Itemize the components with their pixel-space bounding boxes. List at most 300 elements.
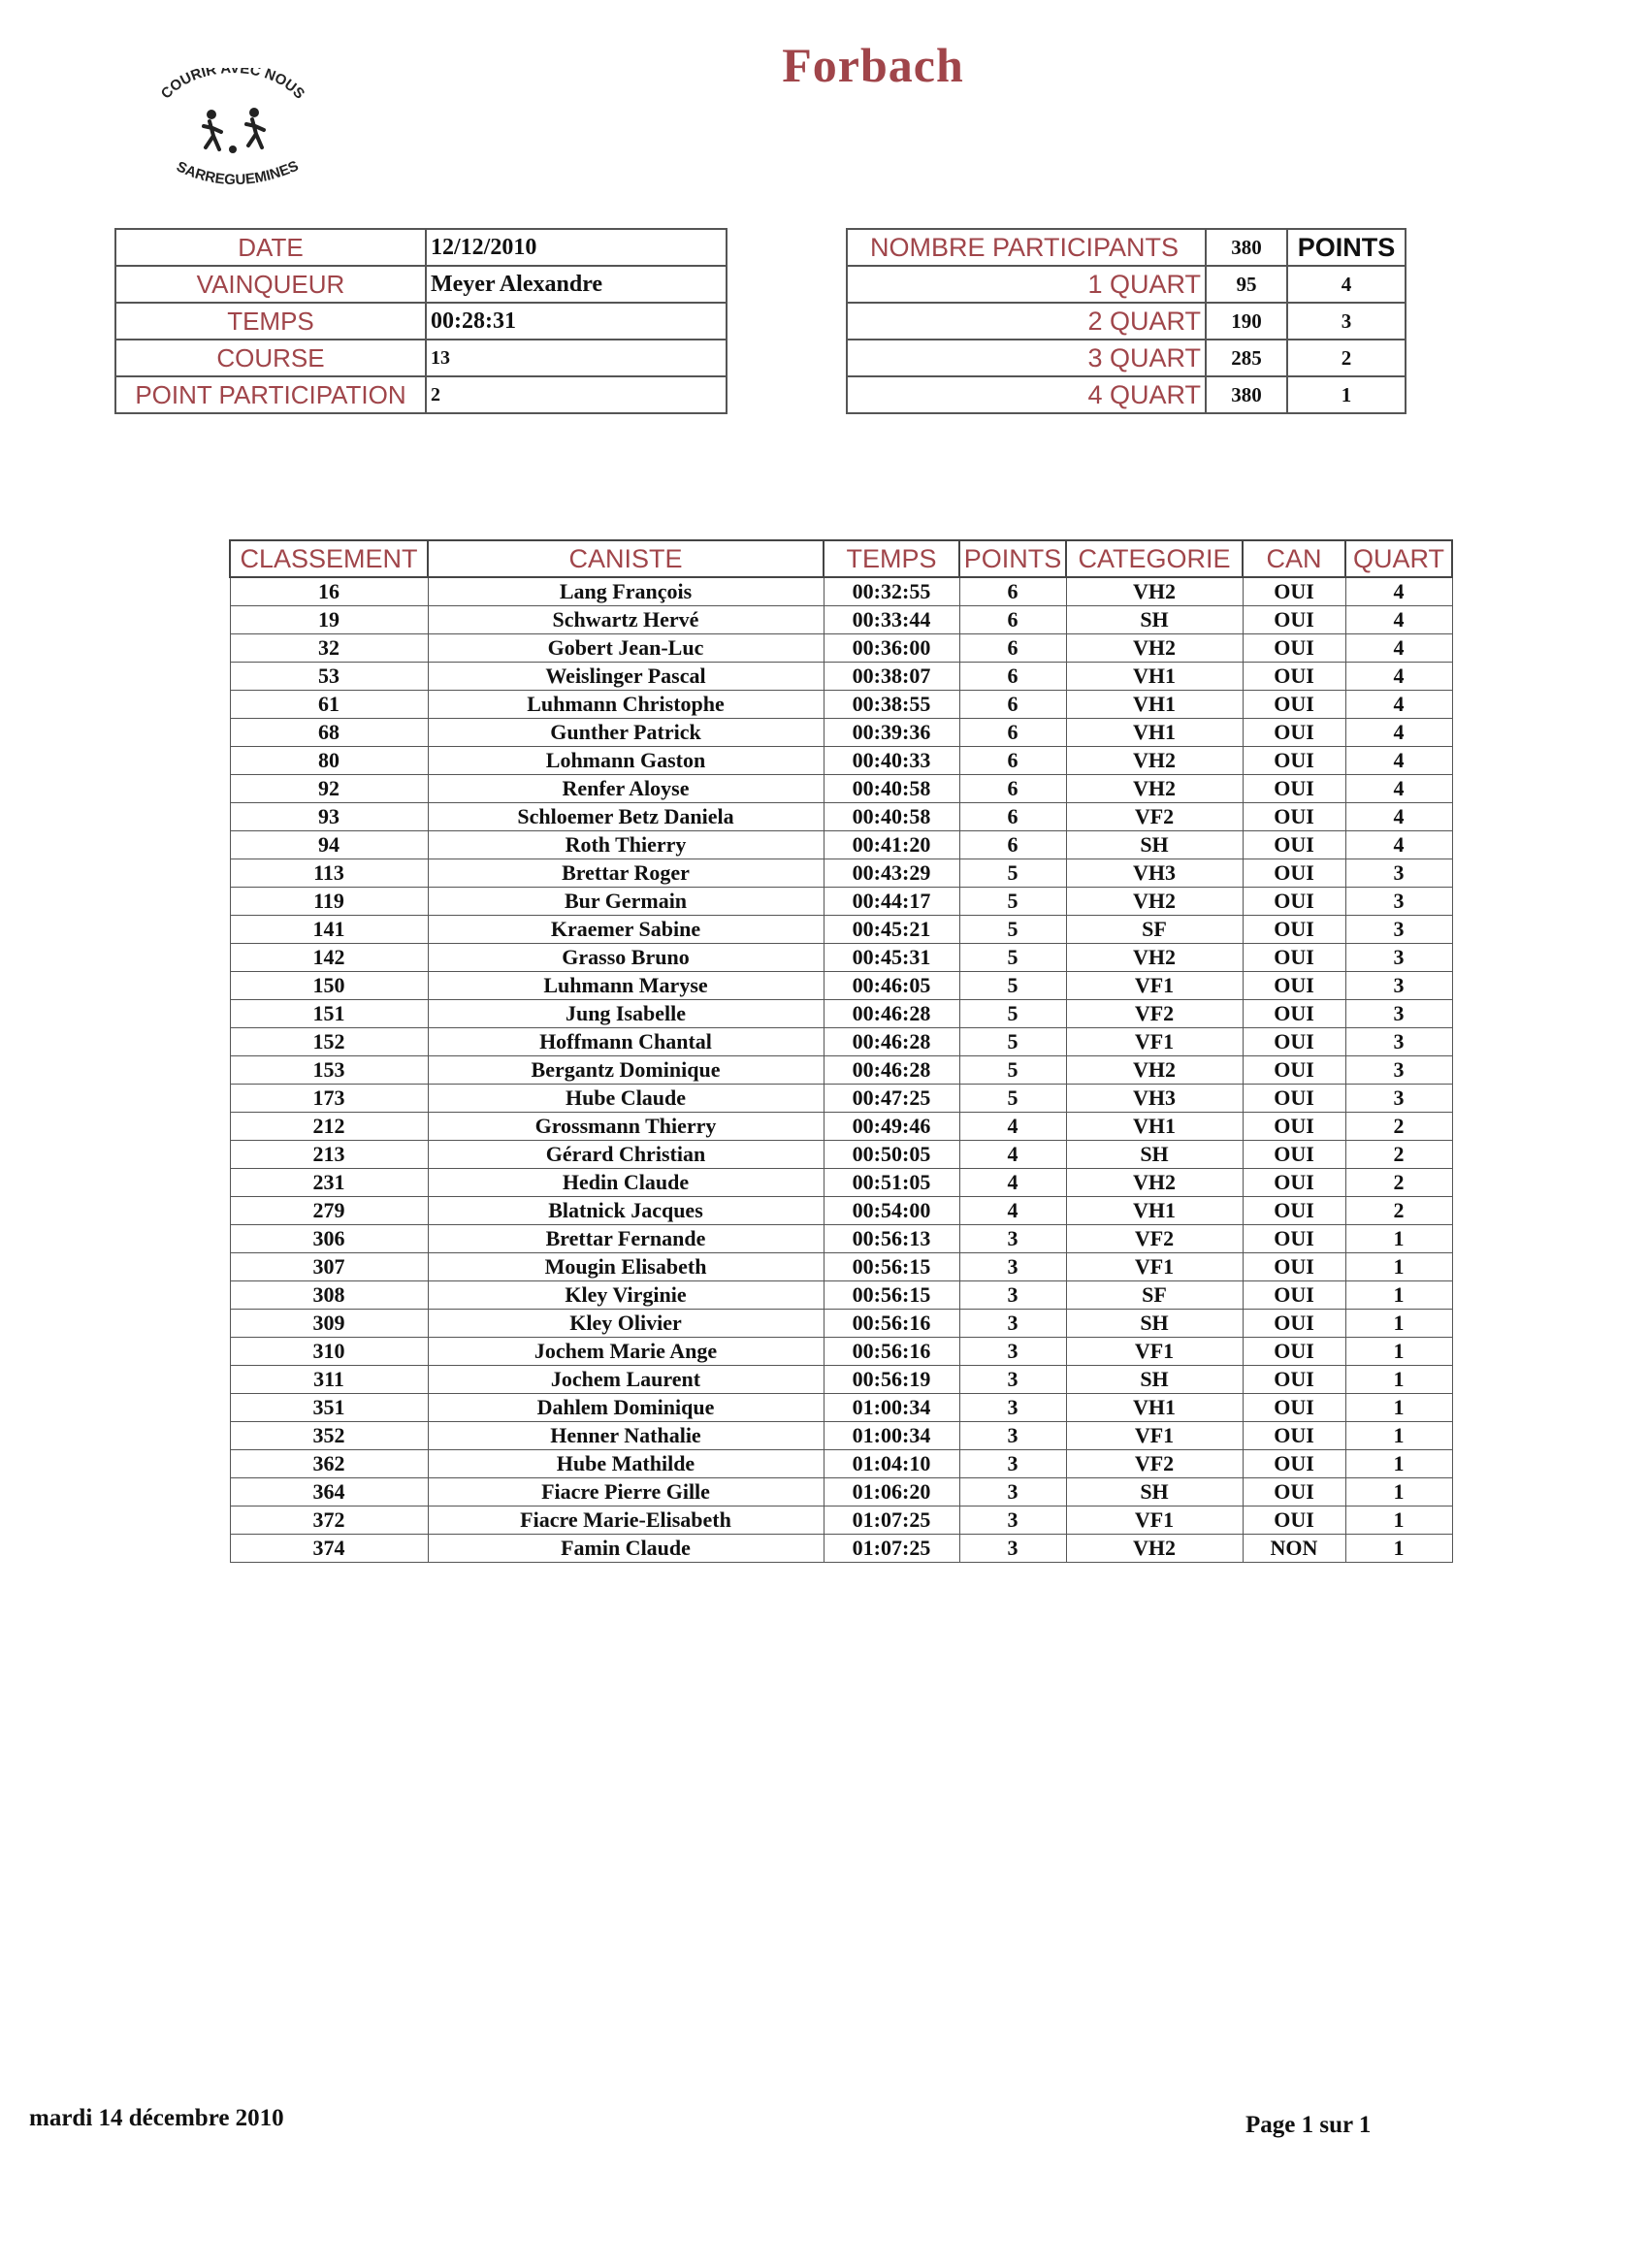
rank-cell: 53 (230, 663, 428, 691)
points-cell: 3 (959, 1366, 1066, 1394)
winner-value: Meyer Alexandre (426, 266, 727, 303)
category-cell: VF2 (1066, 1450, 1243, 1478)
quarter-value: 95 (1206, 266, 1287, 303)
can-cell: OUI (1243, 831, 1345, 859)
quart-cell: 4 (1345, 663, 1452, 691)
quart-cell: 1 (1345, 1535, 1452, 1563)
points-cell: 4 (959, 1197, 1066, 1225)
quarters-table (846, 228, 1406, 414)
time-row (115, 303, 727, 340)
points-cell: 3 (959, 1281, 1066, 1310)
name-cell: Roth Thierry (428, 831, 824, 859)
name-cell: Famin Claude (428, 1535, 824, 1563)
name-cell: Fiacre Pierre Gille (428, 1478, 824, 1507)
table-row (230, 634, 1452, 663)
can-cell: OUI (1243, 606, 1345, 634)
can-cell: OUI (1243, 1085, 1345, 1113)
quart-cell: 3 (1345, 1000, 1452, 1028)
name-cell: Henner Nathalie (428, 1422, 824, 1450)
rank-cell: 308 (230, 1281, 428, 1310)
quart-cell: 3 (1345, 916, 1452, 944)
column-header: QUART (1345, 540, 1452, 577)
quarter-label: 3 QUART (847, 340, 1206, 376)
can-cell: OUI (1243, 1507, 1345, 1535)
category-cell: VH3 (1066, 1085, 1243, 1113)
points-cell: 4 (959, 1113, 1066, 1141)
rank-cell: 362 (230, 1450, 428, 1478)
table-row (230, 1450, 1452, 1478)
rank-cell: 142 (230, 944, 428, 972)
points-cell: 6 (959, 719, 1066, 747)
can-cell: OUI (1243, 1141, 1345, 1169)
quart-cell: 4 (1345, 606, 1452, 634)
points-cell: 5 (959, 859, 1066, 888)
points-cell: 5 (959, 1085, 1066, 1113)
can-cell: OUI (1243, 1169, 1345, 1197)
points-cell: 6 (959, 577, 1066, 606)
rank-cell: 61 (230, 691, 428, 719)
can-cell: OUI (1243, 1113, 1345, 1141)
time-cell: 00:40:58 (824, 803, 959, 831)
rank-cell: 309 (230, 1310, 428, 1338)
points-cell: 6 (959, 831, 1066, 859)
quarter-value: 190 (1206, 303, 1287, 340)
name-cell: Kley Olivier (428, 1310, 824, 1338)
name-cell: Schloemer Betz Daniela (428, 803, 824, 831)
table-row (230, 1056, 1452, 1085)
rank-cell: 151 (230, 1000, 428, 1028)
category-cell: SF (1066, 1281, 1243, 1310)
rank-cell: 352 (230, 1422, 428, 1450)
category-cell: SH (1066, 606, 1243, 634)
can-cell: OUI (1243, 1028, 1345, 1056)
quarter-points: 2 (1287, 340, 1406, 376)
quart-cell: 4 (1345, 747, 1452, 775)
name-cell: Hoffmann Chantal (428, 1028, 824, 1056)
name-cell: Kley Virginie (428, 1281, 824, 1310)
table-row (230, 1113, 1452, 1141)
category-cell: VH2 (1066, 888, 1243, 916)
category-cell: VF1 (1066, 1028, 1243, 1056)
club-logo (146, 68, 320, 194)
quart-cell: 2 (1345, 1141, 1452, 1169)
category-cell: VH1 (1066, 663, 1243, 691)
svg-text:COURIR AVEC NOUS: COURIR AVEC NOUS (157, 68, 308, 103)
can-cell: OUI (1243, 1394, 1345, 1422)
column-header: CANISTE (428, 540, 824, 577)
name-cell: Schwartz Hervé (428, 606, 824, 634)
quart-cell: 4 (1345, 831, 1452, 859)
can-cell: OUI (1243, 775, 1345, 803)
category-cell: VH1 (1066, 1113, 1243, 1141)
points-cell: 3 (959, 1310, 1066, 1338)
quart-cell: 4 (1345, 719, 1452, 747)
rank-cell: 310 (230, 1338, 428, 1366)
points-cell: 5 (959, 1000, 1066, 1028)
rank-cell: 152 (230, 1028, 428, 1056)
name-cell: Gunther Patrick (428, 719, 824, 747)
time-cell: 00:51:05 (824, 1169, 959, 1197)
name-cell: Renfer Aloyse (428, 775, 824, 803)
category-cell: SH (1066, 1141, 1243, 1169)
table-row (230, 831, 1452, 859)
table-row (230, 972, 1452, 1000)
points-cell: 3 (959, 1225, 1066, 1253)
table-row (230, 663, 1452, 691)
column-header: POINTS (959, 540, 1066, 577)
quart-cell: 1 (1345, 1253, 1452, 1281)
rank-cell: 80 (230, 747, 428, 775)
category-cell: VH1 (1066, 1394, 1243, 1422)
can-cell: OUI (1243, 691, 1345, 719)
name-cell: Jochem Laurent (428, 1366, 824, 1394)
can-cell: OUI (1243, 1338, 1345, 1366)
quarter-row (847, 340, 1406, 376)
category-cell: VF2 (1066, 1225, 1243, 1253)
category-cell: VF1 (1066, 1253, 1243, 1281)
table-row (230, 747, 1452, 775)
table-row (230, 1028, 1452, 1056)
table-row (230, 606, 1452, 634)
can-cell: OUI (1243, 577, 1345, 606)
name-cell: Kraemer Sabine (428, 916, 824, 944)
quart-cell: 1 (1345, 1225, 1452, 1253)
quart-cell: 2 (1345, 1113, 1452, 1141)
time-value: 00:28:31 (426, 303, 727, 340)
table-row (230, 1535, 1452, 1563)
name-cell: Bergantz Dominique (428, 1056, 824, 1085)
name-cell: Lohmann Gaston (428, 747, 824, 775)
date-value: 12/12/2010 (426, 229, 727, 266)
time-cell: 01:04:10 (824, 1450, 959, 1478)
name-cell: Grossmann Thierry (428, 1113, 824, 1141)
can-cell: OUI (1243, 1450, 1345, 1478)
quart-cell: 1 (1345, 1507, 1452, 1535)
table-row (230, 577, 1452, 606)
points-cell: 5 (959, 888, 1066, 916)
can-cell: OUI (1243, 1366, 1345, 1394)
time-cell: 00:39:36 (824, 719, 959, 747)
column-header: TEMPS (824, 540, 959, 577)
points-cell: 6 (959, 775, 1066, 803)
can-cell: OUI (1243, 859, 1345, 888)
time-cell: 00:45:31 (824, 944, 959, 972)
time-cell: 00:49:46 (824, 1113, 959, 1141)
quart-cell: 3 (1345, 1028, 1452, 1056)
time-cell: 00:33:44 (824, 606, 959, 634)
can-cell: OUI (1243, 803, 1345, 831)
quarter-label: 4 QUART (847, 376, 1206, 413)
name-cell: Hedin Claude (428, 1169, 824, 1197)
rank-cell: 374 (230, 1535, 428, 1563)
points-cell: 4 (959, 1169, 1066, 1197)
points-cell: 3 (959, 1338, 1066, 1366)
rank-cell: 372 (230, 1507, 428, 1535)
rank-cell: 119 (230, 888, 428, 916)
points-cell: 3 (959, 1478, 1066, 1507)
points-cell: 6 (959, 663, 1066, 691)
rank-cell: 364 (230, 1478, 428, 1507)
time-cell: 00:32:55 (824, 577, 959, 606)
rank-cell: 351 (230, 1394, 428, 1422)
category-cell: SH (1066, 1366, 1243, 1394)
category-cell: VF1 (1066, 1507, 1243, 1535)
quart-cell: 1 (1345, 1394, 1452, 1422)
category-cell: VF2 (1066, 803, 1243, 831)
time-cell: 00:54:00 (824, 1197, 959, 1225)
table-row (230, 1000, 1452, 1028)
name-cell: Gobert Jean-Luc (428, 634, 824, 663)
points-cell: 5 (959, 1028, 1066, 1056)
results-header-row (230, 540, 1452, 577)
name-cell: Brettar Fernande (428, 1225, 824, 1253)
race-info-table (114, 228, 728, 414)
rank-cell: 311 (230, 1366, 428, 1394)
table-row (230, 944, 1452, 972)
time-cell: 00:46:28 (824, 1056, 959, 1085)
can-cell: OUI (1243, 747, 1345, 775)
rank-cell: 19 (230, 606, 428, 634)
category-cell: VH1 (1066, 691, 1243, 719)
quarter-label: 1 QUART (847, 266, 1206, 303)
name-cell: Blatnick Jacques (428, 1197, 824, 1225)
category-cell: VH2 (1066, 577, 1243, 606)
points-cell: 6 (959, 606, 1066, 634)
rank-cell: 93 (230, 803, 428, 831)
page-number: Page 1 sur 1 (1245, 2112, 1372, 2138)
can-cell: OUI (1243, 719, 1345, 747)
points-header: POINTS (1287, 229, 1406, 266)
quart-cell: 3 (1345, 859, 1452, 888)
can-cell: NON (1243, 1535, 1345, 1563)
points-cell: 3 (959, 1253, 1066, 1281)
race-row (115, 340, 727, 376)
name-cell: Hube Claude (428, 1085, 824, 1113)
time-cell: 00:44:17 (824, 888, 959, 916)
time-cell: 00:46:28 (824, 1000, 959, 1028)
quart-cell: 1 (1345, 1450, 1452, 1478)
rank-cell: 141 (230, 916, 428, 944)
name-cell: Jung Isabelle (428, 1000, 824, 1028)
name-cell: Luhmann Christophe (428, 691, 824, 719)
time-cell: 01:06:20 (824, 1478, 959, 1507)
points-cell: 6 (959, 634, 1066, 663)
rank-cell: 306 (230, 1225, 428, 1253)
table-row (230, 859, 1452, 888)
name-cell: Weislinger Pascal (428, 663, 824, 691)
quarter-row (847, 376, 1406, 413)
time-cell: 00:45:21 (824, 916, 959, 944)
time-cell: 00:36:00 (824, 634, 959, 663)
table-row (230, 888, 1452, 916)
table-row (230, 1253, 1452, 1281)
name-cell: Luhmann Maryse (428, 972, 824, 1000)
quart-cell: 4 (1345, 634, 1452, 663)
participants-value: 380 (1206, 229, 1287, 266)
can-cell: OUI (1243, 634, 1345, 663)
can-cell: OUI (1243, 916, 1345, 944)
rank-cell: 32 (230, 634, 428, 663)
category-cell: VH2 (1066, 1169, 1243, 1197)
time-cell: 00:56:16 (824, 1310, 959, 1338)
print-date: mardi 14 décembre 2010 (29, 2105, 284, 2131)
race-value: 13 (426, 340, 727, 376)
quart-cell: 4 (1345, 577, 1452, 606)
table-row (230, 775, 1452, 803)
category-cell: VH2 (1066, 1535, 1243, 1563)
time-cell: 01:07:25 (824, 1535, 959, 1563)
table-row (230, 691, 1452, 719)
time-cell: 00:56:16 (824, 1338, 959, 1366)
can-cell: OUI (1243, 1253, 1345, 1281)
quarter-label: 2 QUART (847, 303, 1206, 340)
table-row (230, 1225, 1452, 1253)
quarter-row (847, 303, 1406, 340)
can-cell: OUI (1243, 1281, 1345, 1310)
points-cell: 5 (959, 916, 1066, 944)
time-cell: 00:38:55 (824, 691, 959, 719)
can-cell: OUI (1243, 1000, 1345, 1028)
time-cell: 00:56:15 (824, 1253, 959, 1281)
table-row (230, 1478, 1452, 1507)
rank-cell: 150 (230, 972, 428, 1000)
can-cell: OUI (1243, 1056, 1345, 1085)
participation-value: 2 (426, 376, 727, 413)
table-row (230, 1338, 1452, 1366)
points-cell: 6 (959, 747, 1066, 775)
category-cell: SH (1066, 831, 1243, 859)
rank-cell: 153 (230, 1056, 428, 1085)
points-cell: 3 (959, 1394, 1066, 1422)
can-cell: OUI (1243, 1225, 1345, 1253)
time-cell: 01:00:34 (824, 1394, 959, 1422)
time-cell: 00:46:05 (824, 972, 959, 1000)
rank-cell: 212 (230, 1113, 428, 1141)
quarter-row (847, 266, 1406, 303)
points-cell: 5 (959, 1056, 1066, 1085)
column-header: CAN (1243, 540, 1345, 577)
can-cell: OUI (1243, 972, 1345, 1000)
table-row (230, 719, 1452, 747)
can-cell: OUI (1243, 1310, 1345, 1338)
time-cell: 00:46:28 (824, 1028, 959, 1056)
name-cell: Brettar Roger (428, 859, 824, 888)
points-cell: 3 (959, 1507, 1066, 1535)
points-cell: 5 (959, 972, 1066, 1000)
page-title: Forbach (782, 38, 964, 92)
quart-cell: 4 (1345, 775, 1452, 803)
rank-cell: 16 (230, 577, 428, 606)
time-cell: 00:56:13 (824, 1225, 959, 1253)
quarter-points: 1 (1287, 376, 1406, 413)
time-label: TEMPS (115, 303, 426, 340)
rank-cell: 113 (230, 859, 428, 888)
quarter-value: 285 (1206, 340, 1287, 376)
quart-cell: 3 (1345, 972, 1452, 1000)
time-cell: 00:40:33 (824, 747, 959, 775)
participation-label: POINT PARTICIPATION (115, 376, 426, 413)
category-cell: VF1 (1066, 972, 1243, 1000)
time-cell: 00:47:25 (824, 1085, 959, 1113)
category-cell: VH2 (1066, 1056, 1243, 1085)
time-cell: 01:00:34 (824, 1422, 959, 1450)
rank-cell: 68 (230, 719, 428, 747)
name-cell: Dahlem Dominique (428, 1394, 824, 1422)
category-cell: VH1 (1066, 1197, 1243, 1225)
time-cell: 00:38:07 (824, 663, 959, 691)
table-row (230, 916, 1452, 944)
quarter-points: 4 (1287, 266, 1406, 303)
name-cell: Mougin Elisabeth (428, 1253, 824, 1281)
winner-label: VAINQUEUR (115, 266, 426, 303)
participation-row (115, 376, 727, 413)
points-cell: 3 (959, 1535, 1066, 1563)
quart-cell: 1 (1345, 1422, 1452, 1450)
category-cell: SF (1066, 916, 1243, 944)
category-cell: VF1 (1066, 1338, 1243, 1366)
table-row (230, 803, 1452, 831)
results-body (230, 577, 1452, 1563)
name-cell: Hube Mathilde (428, 1450, 824, 1478)
category-cell: SH (1066, 1478, 1243, 1507)
quart-cell: 3 (1345, 1056, 1452, 1085)
time-cell: 00:56:15 (824, 1281, 959, 1310)
can-cell: OUI (1243, 1197, 1345, 1225)
quart-cell: 4 (1345, 803, 1452, 831)
name-cell: Jochem Marie Ange (428, 1338, 824, 1366)
quart-cell: 1 (1345, 1281, 1452, 1310)
table-row (230, 1197, 1452, 1225)
rank-cell: 279 (230, 1197, 428, 1225)
quart-cell: 3 (1345, 944, 1452, 972)
time-cell: 00:41:20 (824, 831, 959, 859)
category-cell: VH2 (1066, 775, 1243, 803)
table-row (230, 1169, 1452, 1197)
can-cell: OUI (1243, 1422, 1345, 1450)
rank-cell: 307 (230, 1253, 428, 1281)
name-cell: Bur Germain (428, 888, 824, 916)
points-cell: 6 (959, 691, 1066, 719)
quart-cell: 2 (1345, 1169, 1452, 1197)
quart-cell: 1 (1345, 1478, 1452, 1507)
winner-row (115, 266, 727, 303)
can-cell: OUI (1243, 663, 1345, 691)
category-cell: VF2 (1066, 1000, 1243, 1028)
can-cell: OUI (1243, 888, 1345, 916)
svg-text:SARREGUEMINES: SARREGUEMINES (174, 157, 302, 189)
rank-cell: 231 (230, 1169, 428, 1197)
table-row (230, 1422, 1452, 1450)
table-row (230, 1366, 1452, 1394)
category-cell: VH2 (1066, 747, 1243, 775)
quart-cell: 1 (1345, 1338, 1452, 1366)
results-table (229, 539, 1453, 1563)
name-cell: Fiacre Marie-Elisabeth (428, 1507, 824, 1535)
quart-cell: 3 (1345, 1085, 1452, 1113)
quart-cell: 3 (1345, 888, 1452, 916)
time-cell: 01:07:25 (824, 1507, 959, 1535)
table-row (230, 1141, 1452, 1169)
date-label: DATE (115, 229, 426, 266)
category-cell: VH2 (1066, 944, 1243, 972)
points-cell: 5 (959, 944, 1066, 972)
points-cell: 4 (959, 1141, 1066, 1169)
table-row (230, 1085, 1452, 1113)
quart-cell: 1 (1345, 1366, 1452, 1394)
table-row (230, 1310, 1452, 1338)
quart-cell: 2 (1345, 1197, 1452, 1225)
time-cell: 00:40:58 (824, 775, 959, 803)
